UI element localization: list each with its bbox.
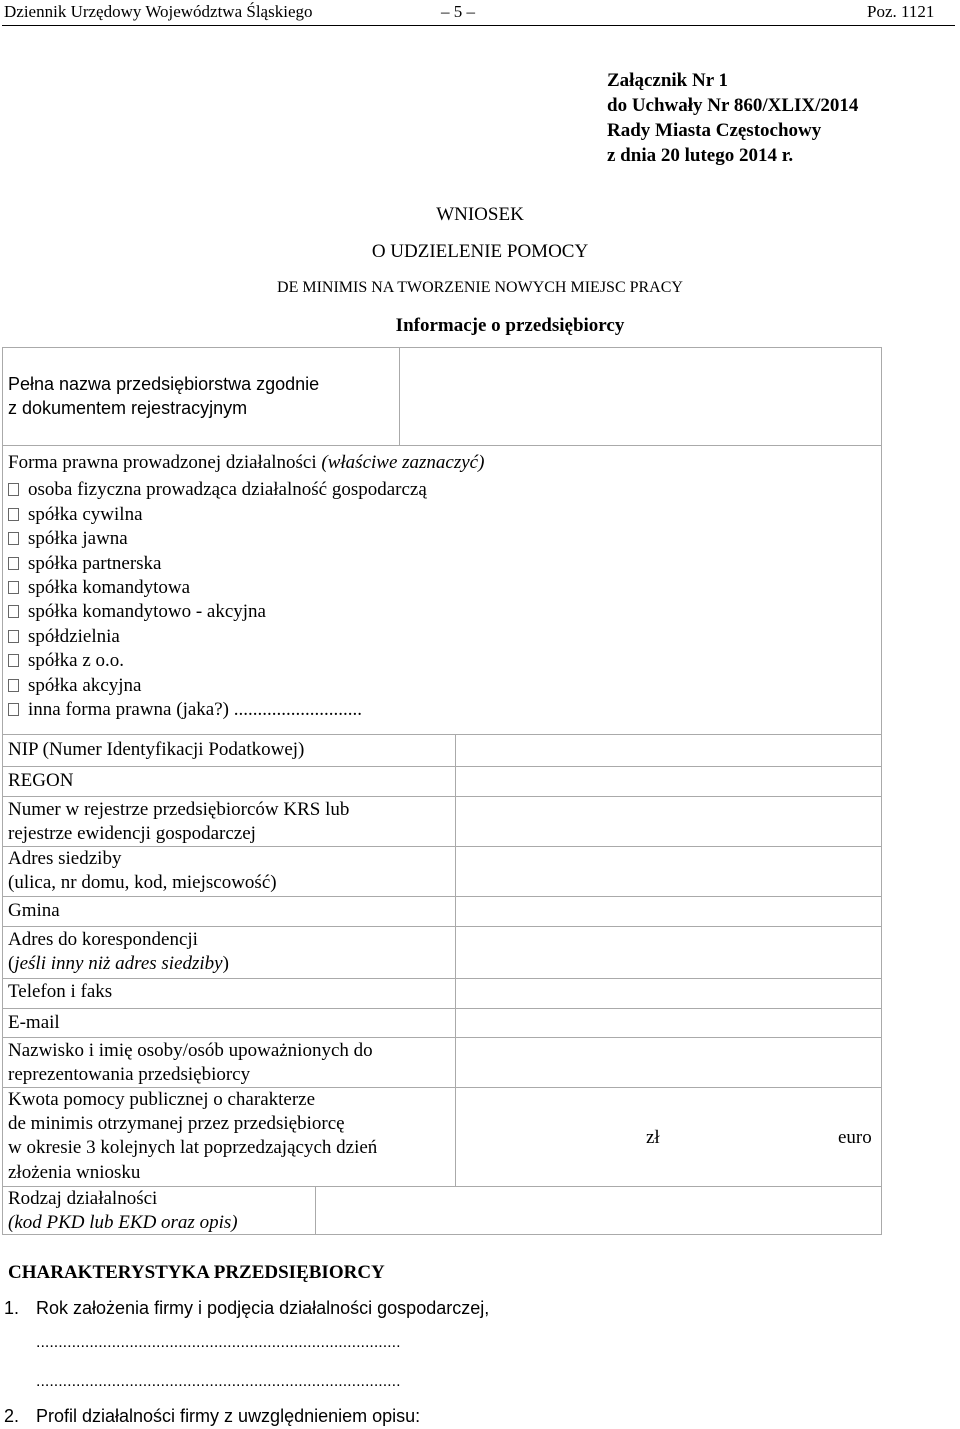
page-marker: – 5 – <box>441 2 475 21</box>
characteristics-title: CHARAKTERYSTYKA PRZEDSIĘBIORCY <box>8 1262 385 1283</box>
legal-form-option[interactable] <box>8 503 143 527</box>
address-label-1: Adres siedziby <box>8 848 122 869</box>
rep-label-2: reprezentowania przedsiębiorcy <box>8 1064 251 1085</box>
krs-label-1: Numer w rejestrze przedsiębiorców KRS lub <box>8 799 350 820</box>
option-label: spółka partnerska <box>28 553 162 574</box>
legal-form-option[interactable] <box>8 552 161 576</box>
doc-subtitle-2: DE MINIMIS NA TWORZENIE NOWYCH MIEJSC PRACY <box>277 279 683 296</box>
checkbox[interactable] <box>8 679 19 692</box>
aid-eur-field[interactable] <box>670 1088 830 1185</box>
option-label: spółka jawna <box>28 528 128 549</box>
phone-label: Telefon i faks <box>8 981 113 1002</box>
address-label-2: (ulica, nr domu, kod, miejscowość) <box>8 872 277 893</box>
aid-label-2: de minimis otrzymanej przez przedsiębiorcę <box>8 1113 345 1134</box>
aid-unit-eur: euro <box>838 1127 872 1148</box>
option-label: spółka cywilna <box>28 504 143 525</box>
krs-field[interactable] <box>456 797 881 845</box>
corr-label-1: Adres do korespondencji <box>8 929 198 950</box>
rep-field[interactable] <box>456 1038 881 1086</box>
corr-paren-open: ( <box>8 953 15 974</box>
position-number: Poz. 1121 <box>867 2 935 21</box>
aid-pln-field[interactable] <box>456 1088 636 1185</box>
annex-line-4: z dnia 20 lutego 2014 r. <box>607 145 794 166</box>
doc-title: WNIOSEK <box>436 204 524 225</box>
legal-form-option[interactable] <box>8 649 124 673</box>
annex-line-3: Rady Miasta Częstochowy <box>607 120 822 141</box>
aid-label-1: Kwota pomocy publicznej o charakterze <box>8 1089 316 1110</box>
dotted-line-1[interactable]: .................................................................................. <box>36 1334 401 1351</box>
activity-field[interactable] <box>316 1187 881 1234</box>
full-name-label-1: Pełna nazwa przedsiębiorstwa zgodnie <box>8 374 320 394</box>
legal-form-hint: (właściwe zaznaczyć) <box>321 452 485 473</box>
email-label: E-mail <box>8 1012 60 1033</box>
checkbox[interactable] <box>8 532 19 545</box>
checkbox[interactable] <box>8 581 19 594</box>
nip-field[interactable] <box>456 735 881 765</box>
checkbox[interactable] <box>8 557 19 570</box>
option-label: spółka komandytowa <box>28 577 191 598</box>
checkbox[interactable] <box>8 630 19 643</box>
legal-form-option[interactable] <box>8 576 190 600</box>
legal-form-option[interactable] <box>8 478 427 502</box>
regon-field[interactable] <box>456 767 881 795</box>
address-field[interactable] <box>456 847 881 895</box>
annex-line-1: Załącznik Nr 1 <box>607 70 729 91</box>
legal-form-option[interactable] <box>8 674 141 698</box>
option-label: inna forma prawna (jaka?) ........................... <box>28 699 362 720</box>
annex-line-2: do Uchwały Nr 860/XLIX/2014 <box>607 95 859 116</box>
gmina-field[interactable] <box>456 897 881 925</box>
nip-label: NIP (Numer Identyfikacji Podatkowej) <box>8 739 305 760</box>
corr-label-2 <box>8 952 229 976</box>
header-divider <box>2 25 955 26</box>
option-label: spółka komandytowo - akcyjna <box>28 601 266 622</box>
option-label: osoba fizyczna prowadząca działalność gospodarczą <box>28 479 427 500</box>
checkbox[interactable] <box>8 483 19 496</box>
checkbox[interactable] <box>8 654 19 667</box>
regon-label: REGON <box>8 770 74 791</box>
item-1-number: 1. <box>4 1298 20 1318</box>
option-label: spółdzielnia <box>28 626 120 647</box>
legal-form-option[interactable] <box>8 600 266 624</box>
item-2-text: Profil działalności firmy z uwzględnieniem opisu: <box>36 1406 421 1426</box>
option-label: spółka akcyjna <box>28 675 142 696</box>
aid-label-4: złożenia wniosku <box>8 1162 141 1183</box>
gmina-label: Gmina <box>8 900 60 921</box>
phone-field[interactable] <box>456 979 881 1007</box>
legal-form-label-text: Forma prawna prowadzonej działalności <box>8 452 317 473</box>
checkbox[interactable] <box>8 605 19 618</box>
activity-label-1: Rodzaj działalności <box>8 1188 158 1209</box>
legal-form-label <box>8 451 484 475</box>
item-1-text: Rok założenia firmy i podjęcia działalności gospodarczej, <box>36 1298 490 1318</box>
legal-form-option[interactable] <box>8 625 120 649</box>
legal-form-option[interactable] <box>8 698 362 722</box>
full-name-label-2: z dokumentem rejestracyjnym <box>8 398 248 418</box>
corr-hint: jeśli inny niż adres siedziby <box>14 953 223 974</box>
krs-label-2: rejestrze ewidencji gospodarczej <box>8 823 256 844</box>
corr-paren-close: ) <box>222 953 229 974</box>
option-label: spółka z o.o. <box>28 650 125 671</box>
legal-form-option[interactable] <box>8 527 128 551</box>
section-title: Informacje o przedsiębiorcy <box>395 315 625 336</box>
dotted-line-2[interactable]: .................................................................................. <box>36 1373 401 1390</box>
aid-label-3: w okresie 3 kolejnych lat poprzedzających dzień <box>8 1137 378 1158</box>
full-name-field[interactable] <box>400 348 881 445</box>
doc-subtitle: O UDZIELENIE POMOCY <box>371 241 589 262</box>
annex-block <box>607 68 858 168</box>
item-2-number: 2. <box>4 1406 20 1426</box>
email-field[interactable] <box>456 1009 881 1036</box>
checkbox[interactable] <box>8 508 19 521</box>
activity-label-2: (kod PKD lub EKD oraz opis) <box>8 1212 238 1233</box>
checkbox[interactable] <box>8 703 19 716</box>
journal-title: Dziennik Urzędowy Województwa Śląskiego <box>4 2 313 21</box>
corr-field[interactable] <box>456 927 881 977</box>
rep-label-1: Nazwisko i imię osoby/osób upoważnionych do <box>8 1040 373 1061</box>
aid-unit-pln: zł <box>646 1127 660 1148</box>
